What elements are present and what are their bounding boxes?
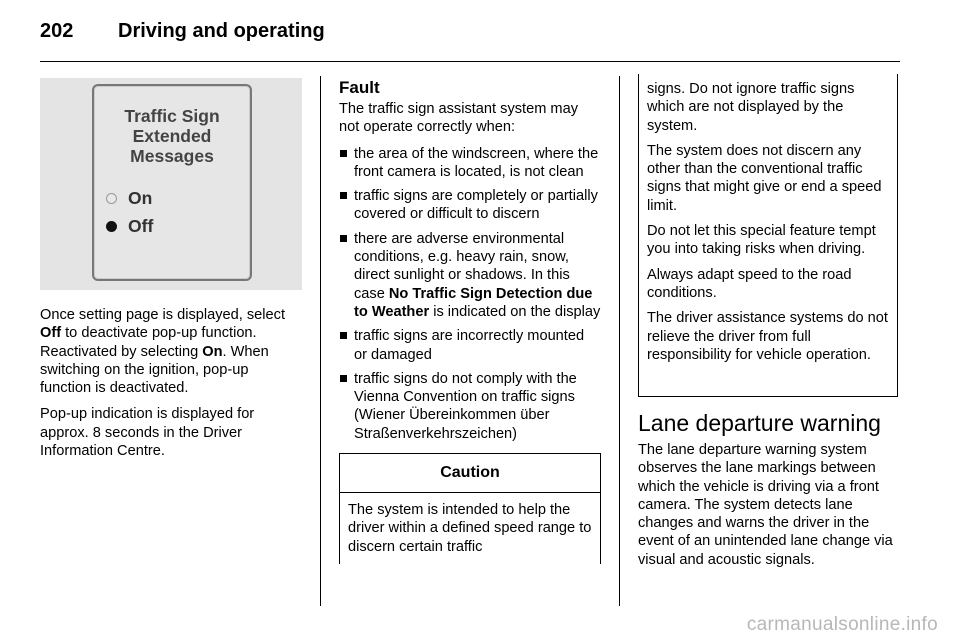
fault-heading: Fault — [339, 78, 380, 97]
column-divider-2 — [619, 76, 620, 606]
option-on[interactable] — [106, 188, 152, 208]
header-divider — [40, 61, 900, 62]
option-off[interactable] — [106, 216, 153, 236]
list-item: traffic signs are incorrectly mounted or damaged — [339, 327, 601, 364]
section-title: Driving and operating — [118, 20, 325, 42]
caution-text: The system is intended to help the driver within a defined speed range to discern certain traffic — [348, 502, 592, 555]
caution-title: Caution — [340, 454, 600, 493]
column-3 — [638, 78, 900, 577]
caution-paragraph: Always adapt speed to the road conditions. — [647, 266, 852, 301]
caution-box — [339, 453, 601, 564]
caution-paragraph: Do not let this special feature tempt you into taking risks when driving. — [647, 223, 876, 258]
column-divider-1 — [320, 76, 321, 606]
list-item: traffic signs do not comply with the Vienna Convention on traffic signs (Wiener Übereinkommen über Straßenverkehrszeichen) — [339, 370, 601, 443]
option-label-on: On — [128, 187, 153, 208]
page-header — [40, 14, 900, 50]
fault-list — [339, 145, 601, 443]
caution-paragraph: signs. Do not ignore traffic signs which are not displayed by the system. — [647, 81, 855, 134]
list-item: traffic signs are completely or partially covered or difficult to discern — [339, 187, 601, 224]
paragraph-popup: Pop-up indication is displayed for approx. 8 seconds in the Driver Information Centre. — [40, 406, 255, 460]
caution-box-continued — [638, 74, 898, 397]
option-label-off: Off — [128, 215, 154, 236]
column-1 — [40, 78, 302, 468]
caution-paragraph: The driver assistance systems do not relieve the driver from full responsibility for vehicle operation. — [647, 310, 888, 363]
column-2 — [339, 78, 601, 564]
fault-intro: The traffic sign assistant system may not operate correctly when: — [339, 101, 578, 136]
list-item: there are adverse environmental conditions, e.g. heavy rain, snow, direct sunlight or shadows. In this case No Traffic Sign Detection due to Weather is indicated on the display — [339, 230, 601, 321]
watermark: carmanualsonline.info — [746, 614, 938, 635]
lane-paragraph: The lane departure warning system observes the lane markings between which the vehicle is driving via a front camera. The system detects lane changes and warns the driver in the event of an unintended lane change via visual and acoustic signals. — [638, 442, 893, 568]
paragraph-settings: Once setting page is displayed, select Off to deactivate pop-up function. Reactivated by selecting On. When switching on the ignition, pop-up function is deactivated. — [40, 307, 285, 397]
screen-title: Traffic Sign Extended Messages — [124, 106, 220, 166]
display-screenshot — [40, 78, 302, 290]
settings-screen — [92, 84, 252, 281]
radio-selected-icon[interactable] — [106, 221, 117, 232]
radio-unselected-icon[interactable] — [106, 193, 117, 204]
page-number: 202 — [40, 20, 74, 42]
lane-heading: Lane departure warning — [638, 410, 881, 436]
caution-paragraph: The system does not discern any other than the conventional traffic signs that might give or end a speed limit. — [647, 142, 882, 214]
list-item: the area of the windscreen, where the front camera is located, is not clean — [339, 145, 601, 182]
